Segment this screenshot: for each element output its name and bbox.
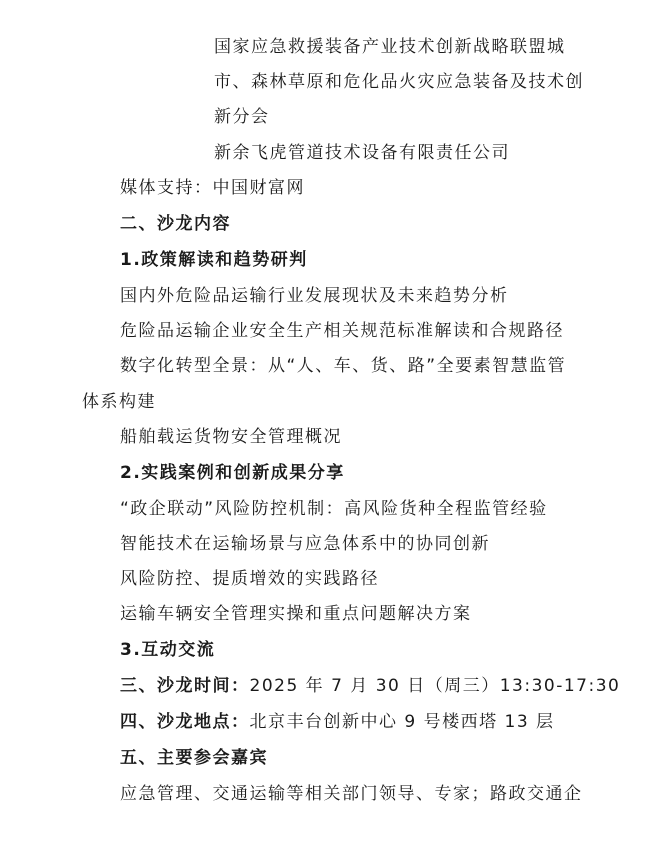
location-label: 四、沙龙地点： bbox=[120, 712, 250, 732]
time-label: 三、沙龙时间： bbox=[120, 676, 250, 696]
list-item: 国内外危险品运输行业发展现状及未来趋势分析 bbox=[120, 286, 509, 306]
list-item: 数字化转型全景：从“人、车、货、路”全要素智慧监管 bbox=[120, 356, 567, 376]
subsection-2-heading: 2.实践案例和创新成果分享 bbox=[120, 463, 345, 483]
list-item: “政企联动”风险防控机制：高风险货种全程监管经验 bbox=[120, 499, 548, 519]
list-item: 危险品运输企业安全生产相关规范标准解读和合规路径 bbox=[120, 321, 564, 341]
time-value: 2025 年 7 月 30 日（周三）13:30-17:30 bbox=[249, 676, 621, 696]
subsection-3-heading: 3.互动交流 bbox=[120, 640, 216, 660]
list-item: 风险防控、提质增效的实践路径 bbox=[120, 569, 379, 589]
section-2-heading: 二、沙龙内容 bbox=[120, 214, 231, 234]
location-value: 北京丰台创新中心 9 号楼西塔 13 层 bbox=[249, 712, 555, 732]
organizer-line-2: 市、森林草原和危化品火灾应急装备及技术创 bbox=[214, 72, 584, 92]
section-4-location bbox=[120, 710, 555, 734]
media-support bbox=[120, 176, 305, 200]
list-item: 智能技术在运输场景与应急体系中的协同创新 bbox=[120, 534, 490, 554]
list-item: 船舶载运货物安全管理概况 bbox=[120, 427, 342, 447]
organizer-line-3: 新分会 bbox=[214, 107, 270, 127]
section-5-heading: 五、主要参会嘉宾 bbox=[120, 748, 268, 768]
list-item: 运输车辆安全管理实操和重点问题解决方案 bbox=[120, 604, 472, 624]
subsection-1-heading: 1.政策解读和趋势研判 bbox=[120, 250, 308, 270]
section-3-time bbox=[120, 674, 620, 698]
list-item-continuation: 体系构建 bbox=[82, 392, 156, 412]
media-value: 中国财富网 bbox=[212, 178, 305, 198]
organizer-2: 新余飞虎管道技术设备有限责任公司 bbox=[214, 143, 510, 163]
media-label: 媒体支持： bbox=[120, 178, 213, 198]
section-5-text: 应急管理、交通运输等相关部门领导、专家；路政交通企 bbox=[120, 784, 583, 804]
organizer-line-1: 国家应急救援装备产业技术创新战略联盟城 bbox=[214, 37, 566, 57]
